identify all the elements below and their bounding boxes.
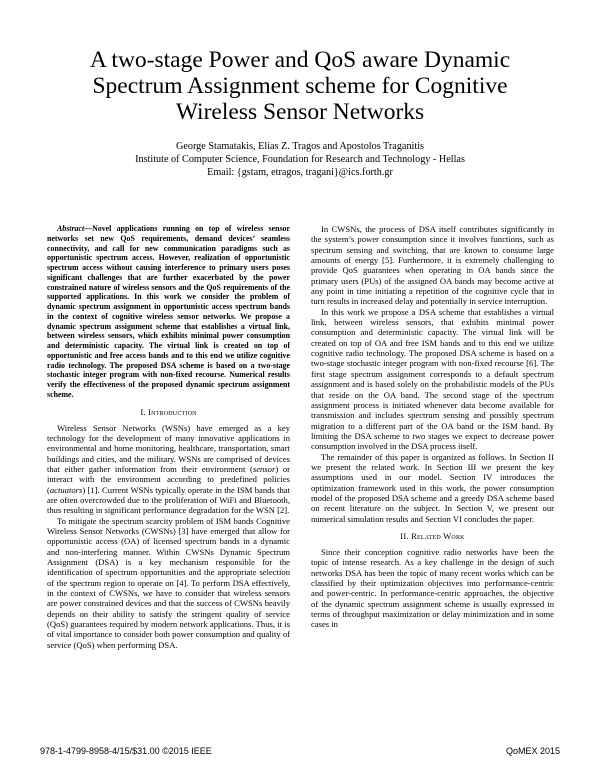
author-block: [40, 140, 560, 179]
intro-paragraph-5: The remainder of this paper is organized as follows. In Section II we present the related work. In Section III we present the key assumptions used in our model. Section IV introduces the optimization framework used in this work, the power consumption model of the proposed DSA scheme and a greedy DSA scheme based on recent literature on the subject. In Section V, we present our numerical simulation results and Section VI concludes the paper.: [311, 451, 554, 524]
intro-p1-actuators-term: actuators: [49, 484, 83, 495]
intro-paragraph-2: To mitigate the spectrum scarcity problem of ISM bands Cognitive Wireless Sensor Networks (CWSNs) [3] have emerged that allow for opportunistic access (OA) of licensed spectrum bands in a dynamic and non-interfering manner. Within CWSNs Dynamic Spectrum Assignment (DSA) is a key mechanism responsible for the identification of spectrum opportunities and the appropriate selection of the spectrum region to operate on [4]. To perform DSA effectively, in the context of CWSNs, we have to consider that wireless sensors are power constrained devices and that the success of CWSNs heavily depends on their ability to satisfy the stringent quality of service (QoS) guarantees required by modern network applications. Thus, it is of vital importance to consider both power consumption and quality of service (QoS) when performing DSA.: [47, 515, 290, 650]
paper-title: [40, 47, 560, 125]
footer-venue: QoMEX 2015: [505, 746, 560, 756]
intro-paragraph-3: In CWSNs, the process of DSA itself contributes significantly in the system’s power consumption since it involves functions, such as spectrum sensing and switching, that are known to consume large amounts of energy [5]. Furthermore, it is extremely challenging to provide QoS guarantees when operating in OA bands since the primary users (PUs) of the assigned OA bands may become active at any point in time initiating a repetition of the cognitive cycle that in turn results in increased delay and potentially in service interruption.: [311, 224, 554, 307]
title-line-1: A two-stage Power and QoS aware Dynamic: [89, 47, 511, 73]
abstract-label: Abstract: [57, 224, 85, 233]
author-affiliation: Institute of Computer Science, Foundation for Research and Technology - Hellas: [135, 154, 465, 165]
left-column: [47, 224, 290, 650]
intro-paragraph-1: [47, 423, 290, 516]
right-column: [311, 224, 554, 630]
footer-copyright: 978-1-4799-8958-4/15/$31.00 ©2015 IEEE: [40, 746, 212, 756]
title-line-2: Spectrum Assignment scheme for Cognitive: [92, 73, 508, 99]
section-heading-related-work: II. Related Work: [400, 530, 465, 541]
abstract: [47, 224, 290, 400]
title-line-3: Wireless Sensor Networks: [175, 99, 425, 125]
author-email: Email: {gstam, etragos, tragani}@ics.forth.gr: [207, 167, 393, 178]
intro-p1-text-b: ) or interact with the environment according to predefined policies (: [47, 463, 290, 495]
intro-p1-text-c: ) [1]. Current WSNs typically operate in the ISM bands that are often overcrowded due to the proliferation of WiFi and Bluetooth, thus resulting in significant performance degradation for the WSN [2].: [47, 484, 290, 516]
intro-paragraph-4: In this work we propose a DSA scheme that establishes a virtual link, between wireless sensors, that exhibits minimal power consumption and deterministic capacity. The virtual link will be created on top of OA and free ISM bands and to this end we utilize cognitive radio technology. The proposed DSA scheme is based on a two-stage stochastic integer program with non-fixed recourse [6]. The first stage spectrum assignment corresponds to a default spectrum assignment and is based solely on the probabilistic models of the PUs that reside on the OA band. The second stage of the spectrum assignment process is initiated whenever data become available for transmission and includes spectrum sensing and possibly spectrum migration to a different part of the OA band or the ISM band. By limiting the DSA scheme to two stages we expect to decrease power consumption involved in the DSA process itself.: [311, 306, 554, 452]
intro-p1-text-a: Wireless Sensor Networks (WSNs) have emerged as a key technology for the development of many innovative applications in environmental and home monitoring, healthcare, transportation, smart buildings and cities, and the military. WSNs are comprised of devices that either gather information from their environment (: [47, 422, 290, 474]
author-names: George Stamatakis, Elias Z. Tragos and Apostolos Traganitis: [176, 141, 424, 152]
related-paragraph-1: Since their conception cognitive radio networks have been the topic of intense research. As a key challenge in the design of such networks DSA has been the topic of many recent works which can be classified by their optimization objectives into performance-centric and power-centric. In performance-centric approaches, the objective of the dynamic spectrum assignment scheme is usually expressed in terms of throughput maximization or delay minimization and in some cases in: [311, 546, 554, 630]
abstract-text: —Novel applications running on top of wireless sensor networks set new QoS requirements, demand devices’ seamless connectivity, and call for new communication paradigms such as opportunistic spectrum access. However, realization of opportunistic spectrum access without causing interference to primary users poses significant challenges that are further exacerbated by the power constrained nature of wireless sensors and the QoS requirements of the supported applications. In this work we consider the problem of dynamic spectrum assignment in opportunistic access spectrum bands in the context of cognitive wireless sensor networks. We propose a dynamic spectrum assignment scheme that establishes a virtual link, between wireless sensors, which exhibits minimal power consumption and deterministic capacity. The virtual link is created on top of opportunistic and free access bands and to this end we utilize cognitive radio technology. The proposed DSA scheme is based on a two-stage stochastic integer program with non-fixed recourse. Numerical results verify the effectiveness of the proposed dynamic spectrum assignment scheme.: [47, 224, 290, 399]
intro-p1-sensor-term: sensor: [252, 463, 276, 474]
section-heading-introduction: I. Introduction: [140, 406, 197, 417]
